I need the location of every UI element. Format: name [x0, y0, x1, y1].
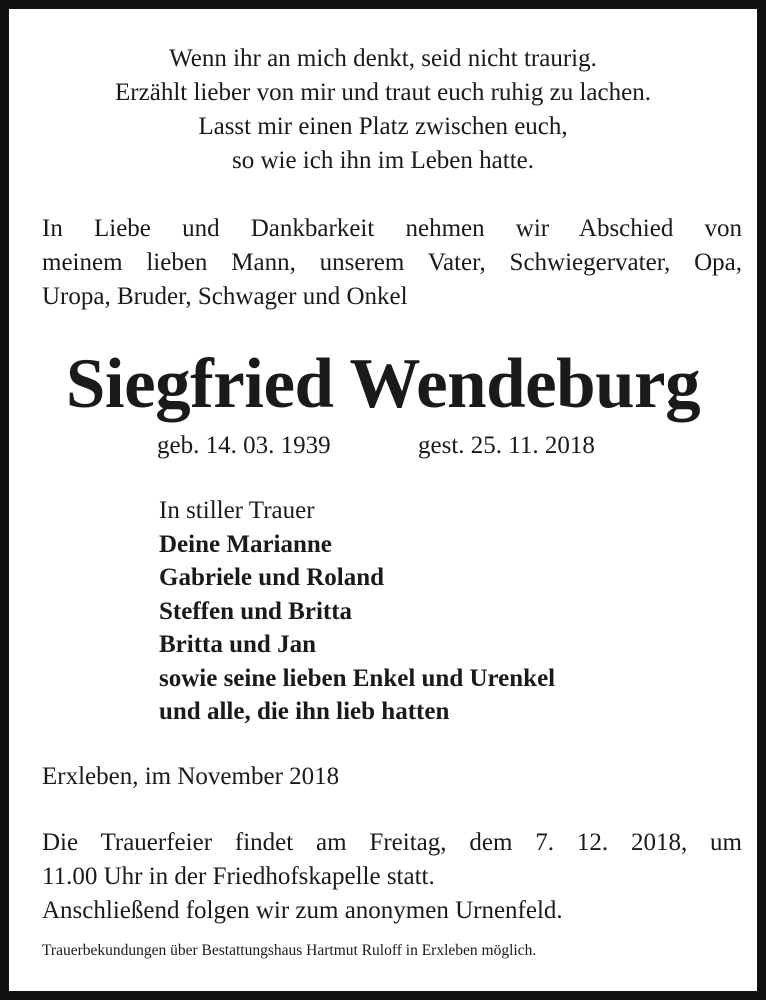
life-dates — [157, 429, 595, 463]
poem-line: Erzählt lieber von mir und traut euch ruhig zu lachen. — [115, 79, 651, 106]
death-date: gest. 25. 11. 2018 — [418, 432, 595, 459]
birth-date: geb. 14. 03. 1939 — [157, 432, 331, 459]
intro-line: meinem lieben Mann, unserem Vater, Schwiegervater, Opa, — [42, 249, 742, 276]
deceased-name: Siegfried Wendeburg — [65, 345, 701, 423]
place-date: Erxleben, im November 2018 — [42, 763, 340, 790]
mourners-list — [159, 494, 555, 729]
mourner-name: sowie seine lieben Enkel und Urenkel — [159, 664, 556, 692]
poem-line: Lasst mir einen Platz zwischen euch, — [198, 113, 568, 140]
mourner-name: Britta und Jan — [159, 631, 316, 658]
poem-line: Wenn ihr an mich denkt, seid nicht traurig. — [169, 45, 597, 72]
funeral-line: 11.00 Uhr in der Friedhofskapelle statt. — [42, 863, 435, 890]
mourner-name: Deine Marianne — [159, 530, 332, 558]
mourners-heading: In stiller Trauer — [159, 497, 315, 524]
intro-line: Uropa, Bruder, Schwager und Onkel — [42, 283, 408, 310]
poem-line: so wie ich ihn im Leben hatte. — [231, 147, 534, 174]
intro-text — [42, 212, 742, 314]
funeral-info — [42, 826, 742, 928]
mourner-name: und alle, die ihn lieb hatten — [159, 698, 450, 725]
funeral-line: Die Trauerfeier findet am Freitag, dem 7. 12. 2018, um — [42, 829, 742, 856]
condolence-note: Trauerbekundungen über Bestattungshaus Hartmut Ruloff in Erxleben möglich. — [42, 942, 537, 959]
intro-line: In Liebe und Dankbarkeit nehmen wir Abschied von — [42, 215, 742, 242]
mourner-name: Gabriele und Roland — [159, 564, 385, 591]
poem — [18, 42, 748, 178]
funeral-line: Anschließend folgen wir zum anonymen Urnenfeld. — [42, 897, 563, 924]
mourner-name: Steffen und Britta — [159, 597, 353, 625]
